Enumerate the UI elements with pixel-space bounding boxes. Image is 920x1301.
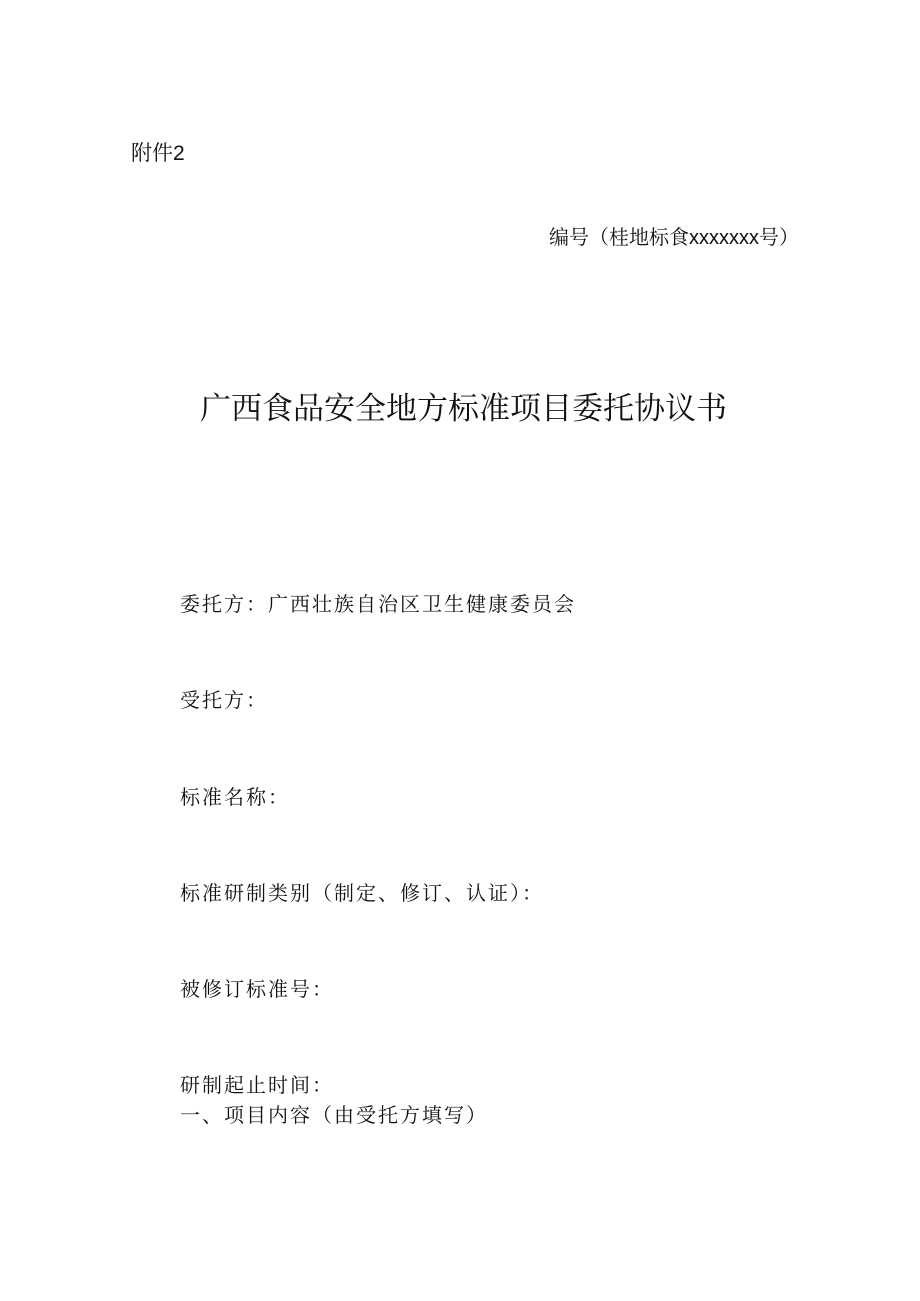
field-revised-standard-number xyxy=(180,975,334,1003)
field-standard-name xyxy=(180,783,290,811)
field-label: 标准名称： xyxy=(180,785,290,809)
section-heading-project-content: 一、项目内容（由受托方填写） xyxy=(180,1103,488,1127)
field-entrusting-party xyxy=(180,590,576,618)
field-label: 受托方： xyxy=(180,688,268,712)
document-number: 编号（桂地标食xxxxxxx号） xyxy=(549,227,799,249)
field-label: 委托方： xyxy=(180,592,268,616)
field-entrusted-party xyxy=(180,686,268,714)
field-label: 标准研制类别（制定、修订、认证）： xyxy=(180,881,544,905)
document-title: 广西食品安全地方标准项目委托协议书 xyxy=(200,391,727,426)
field-development-period xyxy=(180,1071,334,1099)
field-value: 广西壮族自治区卫生健康委员会 xyxy=(268,592,576,616)
field-label: 研制起止时间： xyxy=(180,1073,334,1097)
field-standard-category xyxy=(180,879,544,907)
attachment-label: 附件2 xyxy=(131,142,185,165)
field-label: 被修订标准号： xyxy=(180,977,334,1001)
